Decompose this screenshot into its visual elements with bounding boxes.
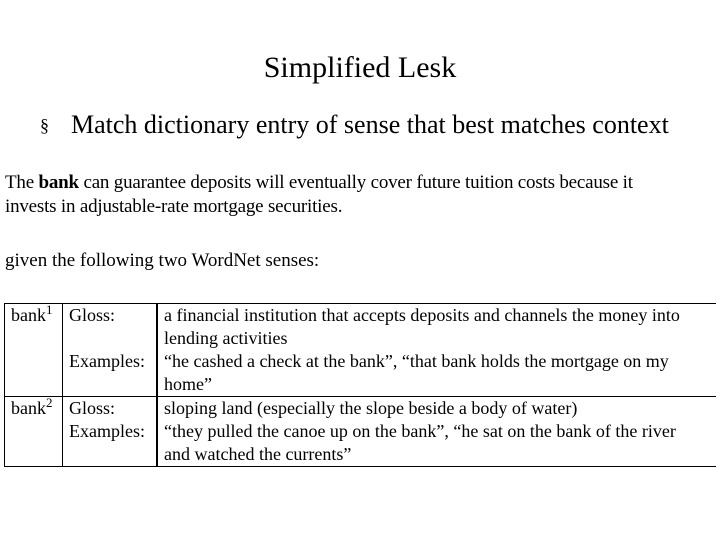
example-line-1	[5, 171, 715, 195]
example-sentence	[5, 171, 715, 219]
given-text: given the following two WordNet senses:	[5, 250, 320, 271]
sense-1-examples-label: Examples:	[63, 350, 158, 397]
sense-2-example-line-1: “they pulled the canoe up on the bank”, “he sat on the bank of the river	[164, 421, 676, 441]
example-prefix: The	[5, 172, 39, 193]
sense-2-row	[5, 397, 717, 467]
sense-1-number: 1	[46, 302, 53, 317]
example-line-2: invests in adjustable-rate mortgage securities.	[5, 196, 343, 217]
senses-table	[4, 303, 716, 467]
sense-1-examples: “he cashed a check at the bank”, “that bank holds the mortgage on my home”	[164, 351, 669, 394]
sense-2-word: bank$^2$	[5, 397, 63, 467]
sense-1-gloss-label: Gloss:	[63, 304, 158, 351]
sense-2-example-line-2: and watched the currents”	[164, 444, 352, 464]
sense-1-word: bank$^1$	[5, 304, 63, 397]
bullet-text: Match dictionary entry of sense that best matches context	[71, 110, 669, 139]
sense-2-gloss: sloping land (especially the slope beside a body of water)	[164, 398, 578, 418]
bullet-icon: §	[40, 115, 49, 135]
sense-1-gloss: a financial institution that accepts deposits and channels the money into lending activities	[157, 304, 716, 351]
sense-2-content	[157, 397, 716, 467]
sense-2-labels	[63, 397, 158, 467]
target-word: bank	[38, 172, 79, 193]
sense-1-gloss-row	[5, 304, 717, 351]
example-line-1-rest: can guarantee deposits will eventually cover future tuition costs because it	[78, 172, 633, 193]
sense-1-examples-row	[5, 350, 717, 397]
sense-2-gloss-label: Gloss:	[69, 398, 116, 418]
slide-title: Simplified Lesk	[263, 51, 457, 84]
sense-2-number: 2	[46, 395, 53, 410]
sense-2-examples-label: Examples:	[69, 421, 145, 441]
